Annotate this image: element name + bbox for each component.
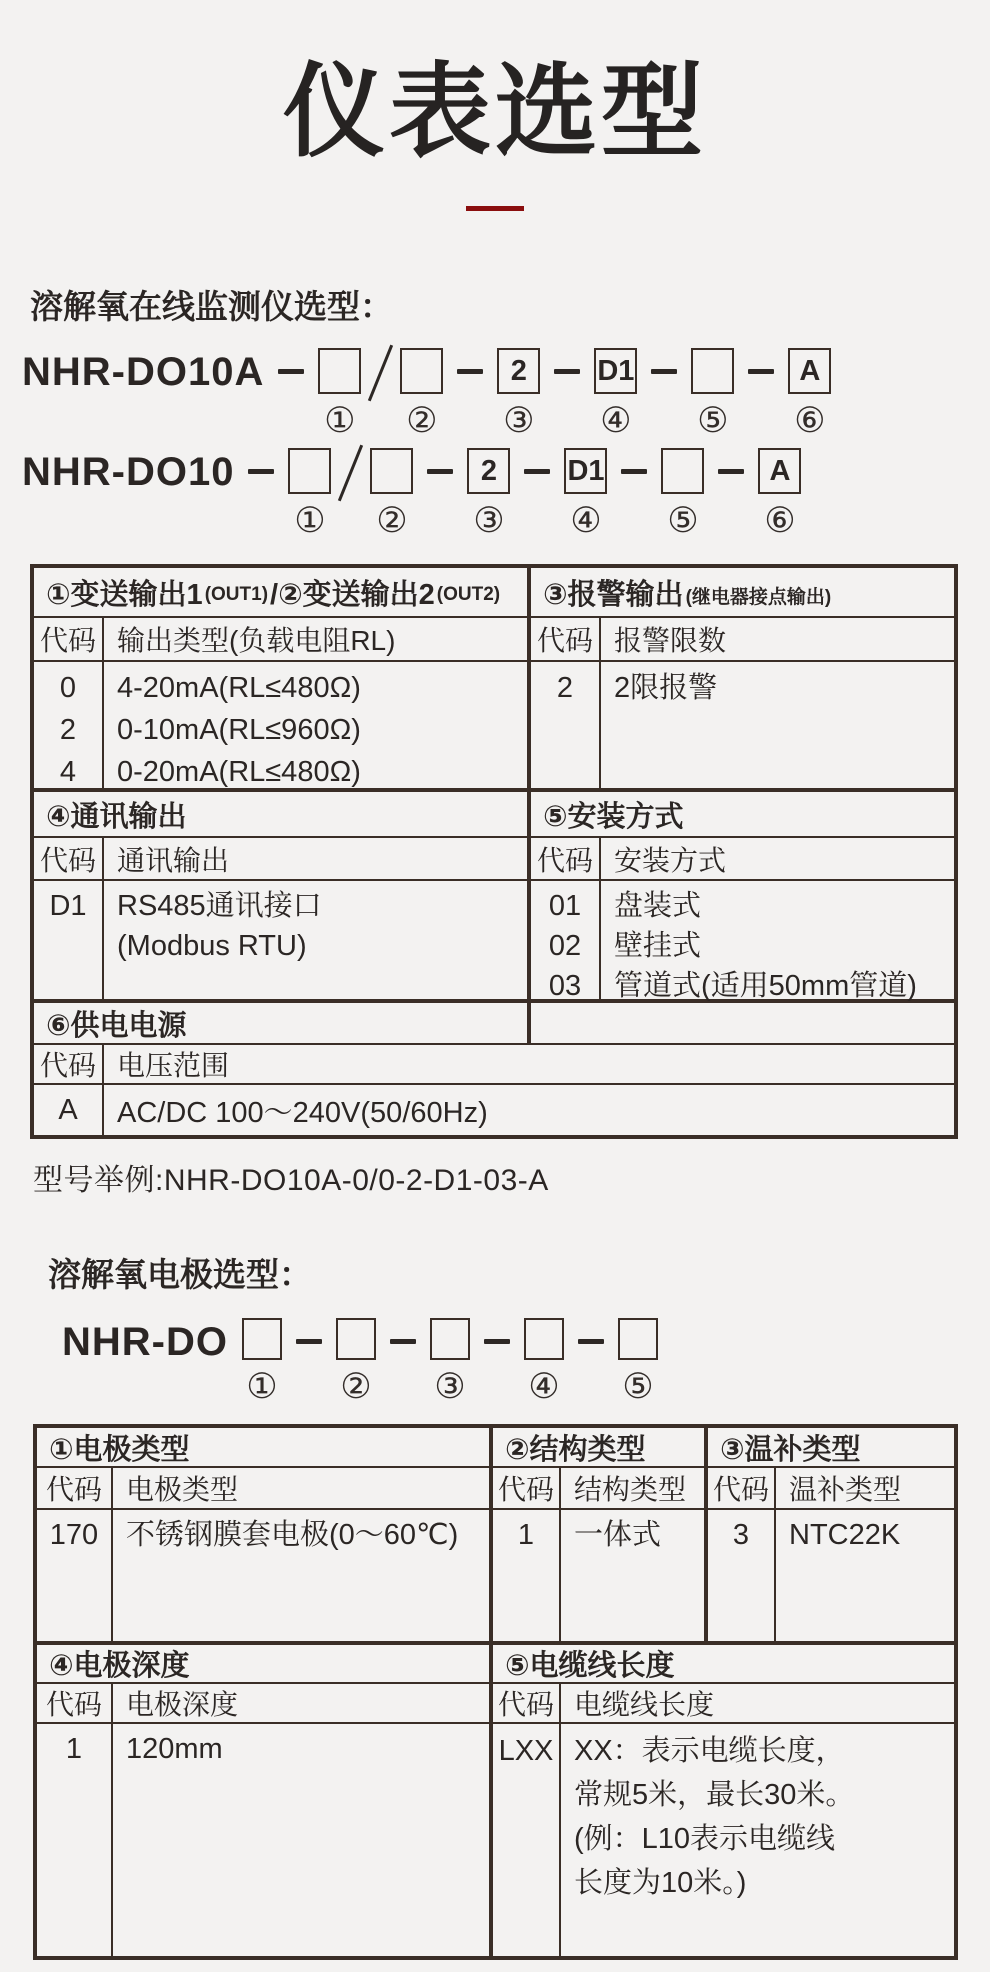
desc-value: 120mm <box>126 1733 223 1766</box>
model-slot <box>618 1318 658 1407</box>
code-box <box>618 1318 658 1360</box>
desc-values <box>113 1510 489 1641</box>
model-slot <box>497 348 540 441</box>
code-label: 代码 <box>493 1684 561 1722</box>
code-value: 1 <box>65 1733 83 1766</box>
position-number: ② <box>406 401 438 441</box>
header-text: ①变送输出1 <box>46 578 203 611</box>
desc-value: 2限报警 <box>614 672 718 705</box>
dash-separator <box>278 369 304 374</box>
header-text: /②变送输出2 <box>270 578 435 611</box>
code-values <box>34 881 104 999</box>
position-number: ⑤ <box>667 501 699 541</box>
power-header-row <box>34 1003 954 1045</box>
table-section-comm-mount <box>34 788 954 1003</box>
temp-comp-subtable <box>708 1428 954 1641</box>
table-section-power <box>34 999 954 1135</box>
column-labels <box>531 838 954 881</box>
model-slot <box>430 1318 470 1407</box>
position-number: ① <box>324 401 356 441</box>
slash-separator <box>368 345 393 402</box>
type-label: 电缆线长度 <box>574 1689 715 1721</box>
table-section-electrode-type <box>37 1428 954 1641</box>
position-number: ③ <box>434 1367 466 1407</box>
dash-separator <box>427 469 453 474</box>
code-value: 170 <box>49 1519 99 1552</box>
dash-separator <box>296 1339 322 1344</box>
desc-value: 4-20mA(RL≤480Ω) <box>117 672 361 705</box>
dash-separator <box>248 469 274 474</box>
code-value: D1 <box>49 890 87 923</box>
desc-values <box>561 1510 704 1641</box>
code-box: A <box>758 448 801 494</box>
position-number: ① <box>246 1367 278 1407</box>
type-label: 电极类型 <box>126 1474 239 1506</box>
subtable-header: ⑤安装方式 <box>531 792 954 838</box>
header-small-text: (OUT2) <box>436 584 501 606</box>
model-line-electrode <box>62 1318 990 1407</box>
comm-output-subtable <box>34 792 531 999</box>
desc-value: (Modbus RTU) <box>117 930 307 963</box>
code-value: 01 <box>548 890 582 923</box>
type-label: 通讯输出 <box>117 844 230 876</box>
desc-values <box>776 1510 954 1641</box>
code-box: D1 <box>594 348 637 394</box>
type-label: 电极深度 <box>126 1689 239 1721</box>
desc-value: (例：L10表示电缆线 <box>574 1823 836 1856</box>
data-rows <box>34 1085 954 1135</box>
code-box <box>524 1318 564 1360</box>
column-labels <box>708 1468 954 1510</box>
position-number: ④ <box>570 501 602 541</box>
type-label: 安装方式 <box>614 844 727 876</box>
header-text: ③报警输出 <box>543 578 684 611</box>
desc-values <box>104 662 527 788</box>
subtable-header <box>531 568 954 618</box>
position-number: ④ <box>600 401 632 441</box>
desc-value: 0-20mA(RL≤480Ω) <box>117 756 361 789</box>
model-slot <box>564 448 607 541</box>
code-label: 代码 <box>531 838 601 879</box>
model-slot <box>524 1318 564 1407</box>
data-rows <box>34 881 527 999</box>
data-rows <box>531 881 954 1003</box>
code-value: LXX <box>498 1735 554 1768</box>
table-section-depth-cable <box>37 1641 954 1956</box>
code-box: 2 <box>467 448 510 494</box>
desc-value: 壁挂式 <box>614 930 702 963</box>
type-label: 电压范围 <box>117 1050 230 1082</box>
column-labels <box>34 838 527 881</box>
table-section-outputs-alarm <box>34 568 954 788</box>
code-box <box>242 1318 282 1360</box>
dash-separator <box>718 469 744 474</box>
desc-value: NTC22K <box>789 1519 901 1552</box>
code-values <box>34 662 104 788</box>
data-rows <box>493 1724 954 1956</box>
code-label: 代码 <box>37 1468 113 1508</box>
model-slot <box>242 1318 282 1407</box>
code-values <box>37 1510 113 1641</box>
column-labels <box>531 618 954 662</box>
title-underline <box>466 206 524 211</box>
code-value: 03 <box>548 970 582 1003</box>
code-value: A <box>34 1085 104 1135</box>
position-number: ⑤ <box>697 401 729 441</box>
column-labels <box>34 1045 954 1085</box>
code-box <box>430 1318 470 1360</box>
code-values <box>531 662 601 788</box>
desc-values <box>113 1724 489 1956</box>
code-box: D1 <box>564 448 607 494</box>
code-box <box>661 448 704 494</box>
data-rows <box>34 662 527 788</box>
model-example: 型号举例:NHR-DO10A-0/0-2-D1-03-A <box>33 1164 549 1198</box>
model-prefix: NHR-DO <box>62 1320 228 1365</box>
subtable-header: ③温补类型 <box>708 1428 954 1468</box>
model-slot <box>691 348 734 441</box>
column-labels <box>37 1468 489 1510</box>
position-number: ④ <box>528 1367 560 1407</box>
type-label: 结构类型 <box>574 1474 687 1506</box>
dash-separator <box>457 369 483 374</box>
code-box <box>691 348 734 394</box>
model-slot <box>318 348 361 441</box>
page-title: 仪表选型 <box>283 55 707 169</box>
desc-value: 一体式 <box>574 1519 662 1552</box>
position-number: ⑥ <box>794 401 826 441</box>
code-label: 代码 <box>34 618 104 660</box>
mounting-subtable <box>531 792 954 1003</box>
desc-value: RS485通讯接口 <box>117 890 322 923</box>
code-box <box>288 448 331 494</box>
code-values <box>493 1724 561 1956</box>
code-box <box>318 348 361 394</box>
code-box <box>336 1318 376 1360</box>
desc-value: 长度为10米。) <box>574 1867 747 1900</box>
position-number: ① <box>294 501 326 541</box>
position-number: ② <box>376 501 408 541</box>
monitor-selection-table <box>30 564 958 1139</box>
code-values <box>708 1510 776 1641</box>
subtable-header: ①电极类型 <box>37 1428 489 1468</box>
model-line-do10a <box>22 348 990 441</box>
desc-values <box>104 881 527 999</box>
position-number: ⑥ <box>764 501 796 541</box>
data-rows <box>708 1510 954 1641</box>
data-rows <box>37 1724 489 1956</box>
code-value: 1 <box>517 1519 535 1552</box>
code-values <box>493 1510 561 1641</box>
model-slot <box>661 448 704 541</box>
cable-length-subtable <box>493 1645 954 1956</box>
electrode-selection-heading: 溶解氧电极选型： <box>48 1256 312 1294</box>
dash-separator <box>390 1339 416 1344</box>
model-slot <box>400 348 443 441</box>
desc-values <box>601 881 954 1003</box>
code-label: 代码 <box>37 1684 113 1722</box>
monitor-selection-heading: 溶解氧在线监测仪选型： <box>30 288 393 326</box>
desc-values <box>561 1724 954 1956</box>
position-number: ③ <box>503 401 535 441</box>
position-number: ② <box>340 1367 372 1407</box>
column-labels <box>37 1684 489 1724</box>
model-slot <box>288 448 331 541</box>
electrode-type-subtable <box>37 1428 493 1641</box>
code-value: 0 <box>59 672 77 705</box>
electrode-depth-subtable <box>37 1645 493 1956</box>
position-number: ⑤ <box>622 1367 654 1407</box>
desc-value: XX：表示电缆长度， <box>574 1735 845 1768</box>
type-label: 报警限数 <box>614 625 727 657</box>
position-number: ③ <box>473 501 505 541</box>
type-label: 温补类型 <box>789 1474 902 1506</box>
empty-header-cell <box>531 1003 954 1043</box>
subtable-header: ⑤电缆线长度 <box>493 1645 954 1684</box>
dash-separator <box>578 1339 604 1344</box>
desc-value: AC/DC 100～240V(50/60Hz) <box>117 1096 488 1129</box>
dash-separator <box>524 469 550 474</box>
desc-value: 管道式(适用50mm管道) <box>614 970 917 1003</box>
type-label: 输出类型(负载电阻RL) <box>117 625 396 657</box>
subtable-header: ②结构类型 <box>493 1428 704 1468</box>
header-small-text: (OUT1) <box>204 584 269 606</box>
code-box: 2 <box>497 348 540 394</box>
subtable-header: ④通讯输出 <box>34 792 527 838</box>
dash-separator <box>484 1339 510 1344</box>
model-slot <box>788 348 831 441</box>
model-slot <box>336 1318 376 1407</box>
desc-value: 盘装式 <box>614 890 702 923</box>
model-slot <box>467 448 510 541</box>
model-slot <box>370 448 413 541</box>
dash-separator <box>748 369 774 374</box>
column-labels <box>34 618 527 662</box>
code-box <box>370 448 413 494</box>
code-box <box>400 348 443 394</box>
desc-value: 不锈钢膜套电极(0～60℃) <box>126 1519 459 1552</box>
dash-separator <box>621 469 647 474</box>
model-prefix: NHR-DO10A <box>22 350 265 395</box>
code-values <box>37 1724 113 1956</box>
subtable-header: ④电极深度 <box>37 1645 489 1684</box>
code-value: 2 <box>556 672 574 705</box>
model-slot <box>594 348 637 441</box>
electrode-selection-table <box>33 1424 958 1960</box>
code-value: 4 <box>59 756 77 789</box>
code-label: 代码 <box>708 1468 776 1508</box>
code-values <box>531 881 601 1003</box>
desc-values <box>601 662 954 788</box>
column-labels <box>493 1468 704 1510</box>
subtable-header: ⑥供电电源 <box>34 1003 531 1043</box>
subtable-header <box>34 568 527 618</box>
code-label: 代码 <box>34 1045 104 1083</box>
dash-separator <box>651 369 677 374</box>
dash-separator <box>554 369 580 374</box>
model-slot <box>758 448 801 541</box>
transmit-output-subtable <box>34 568 531 788</box>
code-box: A <box>788 348 831 394</box>
code-value: 3 <box>732 1519 750 1552</box>
code-value: 2 <box>59 714 77 747</box>
data-rows <box>37 1510 489 1641</box>
data-rows <box>531 662 954 788</box>
header-small-text: (继电器接点输出) <box>685 586 832 608</box>
code-label: 代码 <box>34 838 104 879</box>
code-label: 代码 <box>493 1468 561 1508</box>
slash-separator <box>338 445 363 502</box>
alarm-output-subtable <box>531 568 954 788</box>
column-labels <box>493 1684 954 1724</box>
code-value: 02 <box>548 930 582 963</box>
data-rows <box>493 1510 704 1641</box>
model-prefix: NHR-DO10 <box>22 450 235 495</box>
structure-type-subtable <box>493 1428 708 1641</box>
model-line-do10 <box>22 448 990 541</box>
desc-value: 常规5米，最长30米。 <box>574 1779 855 1812</box>
code-label: 代码 <box>531 618 601 660</box>
desc-value: 0-10mA(RL≤960Ω) <box>117 714 361 747</box>
